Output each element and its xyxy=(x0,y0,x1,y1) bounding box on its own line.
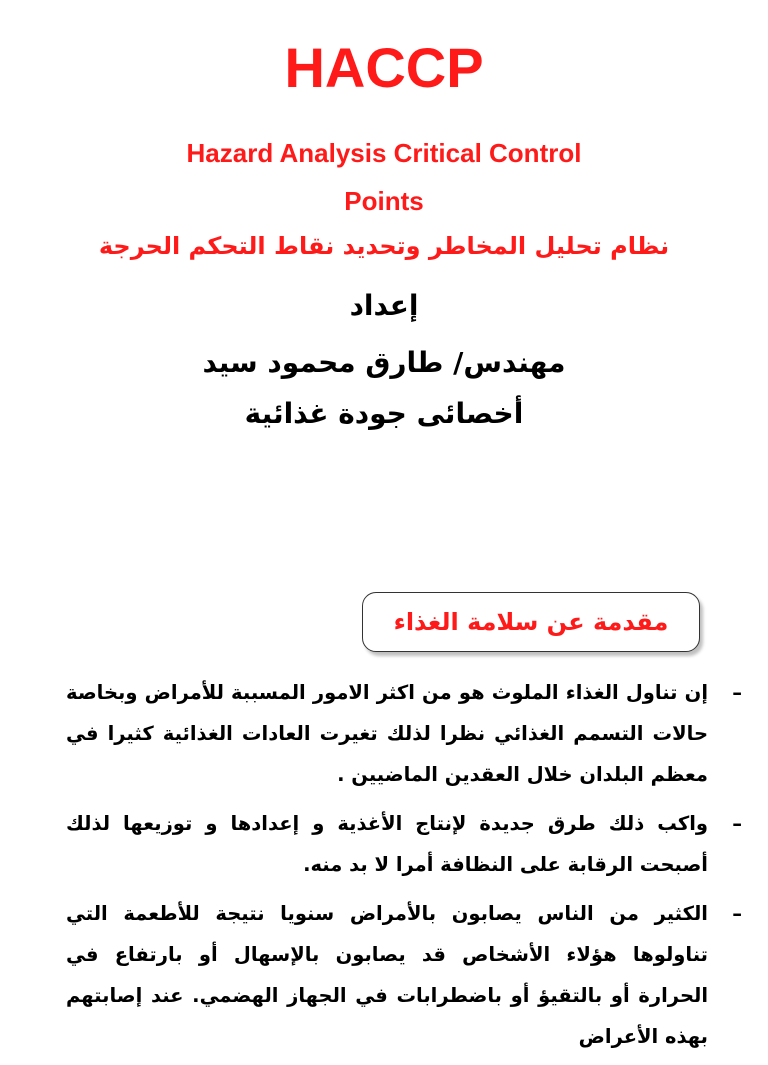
dash-bullet-marker: – xyxy=(732,902,742,925)
author-role: أخصائى جودة غذائية xyxy=(244,397,524,430)
dash-bullet-marker: – xyxy=(732,681,742,704)
prepared-by-label: إعداد xyxy=(349,289,419,322)
bullet-text: الكثير من الناس يصابون بالأمراض سنويا نتيجة للأطعمة التي تناولوها هؤلاء الأشخاص قد يصابون بالإسهال أو بارتفاع في الحرارة أو بالتقيؤ أو باضطرابات في الجهاز الهضمي. عند إصابتهم بهذه الأعراض xyxy=(66,902,708,1048)
section-heading-box xyxy=(362,592,700,652)
english-subtitle-line-1: Hazard Analysis Critical Control xyxy=(186,138,582,168)
english-subtitle-line-2: Points xyxy=(344,186,424,216)
author-name: مهندس/ طارق محمود سيد xyxy=(202,346,566,379)
bullet-text: واكب ذلك طرق جديدة لإنتاج الأغذية و إعدادها و توزيعها لذلك أصبحت الرقابة على النظافة أمرا لا بد منه. xyxy=(66,812,708,876)
section-heading: مقدمة عن سلامة الغذاء xyxy=(393,608,669,636)
bullet-text: إن تناول الغذاء الملوث هو من اكثر الامور المسببة للأمراض وبخاصة حالات التسمم الغذائي نظرا لذلك تغيرت العادات الغذائية كثيرا في معظم البلدان خلال العقدين الماضيين . xyxy=(66,681,708,786)
dash-bullet-marker: – xyxy=(732,812,742,835)
list-item xyxy=(66,672,742,795)
list-item xyxy=(66,893,742,1057)
arabic-subtitle: نظام تحليل المخاطر وتحديد نقاط التحكم الحرجة xyxy=(98,232,670,260)
intro-bullet-list xyxy=(66,672,742,1065)
document-title: HACCP xyxy=(284,36,484,99)
list-item xyxy=(66,803,742,885)
